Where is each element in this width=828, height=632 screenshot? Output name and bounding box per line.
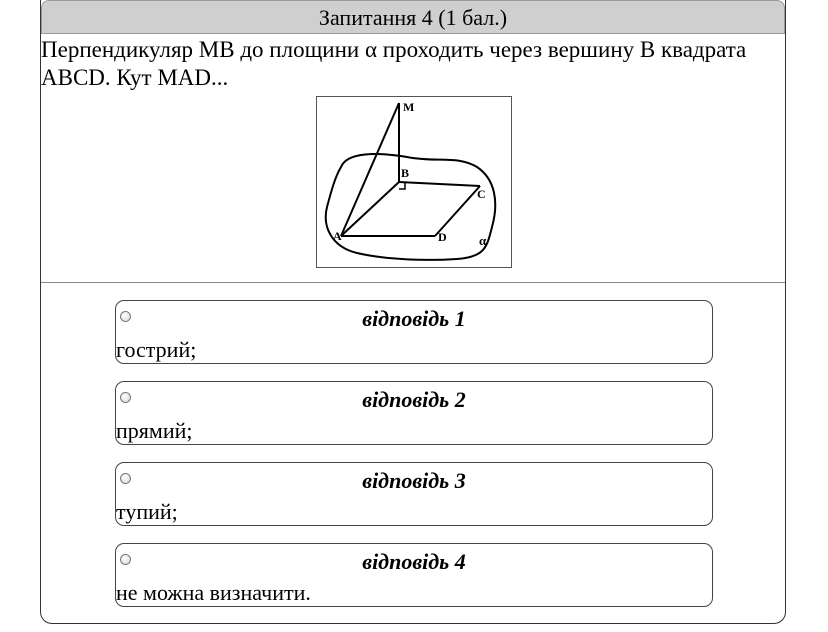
segment-ma [341,103,399,236]
edge-ab [341,182,399,236]
answer-title-3: відповідь 3 [362,468,466,493]
label-b: B [401,166,410,180]
answer-title-1: відповідь 1 [362,306,466,331]
section-divider [41,282,785,283]
edge-bc [399,182,480,186]
answer-option-3[interactable] [115,462,713,526]
question-text: Перпендикуляр MB до площини α проходить через вершину B квадрата ABCD. Кут MAD... [41,37,747,90]
answer-text-1: гострий; [116,337,197,362]
label-a: A [333,229,342,243]
label-d: D [438,230,447,244]
figure-svg [317,97,511,267]
edge-dc [435,186,480,236]
plane-alpha-outline [326,154,496,260]
answer-title-4: відповідь 4 [362,549,466,574]
label-m: M [403,100,415,114]
answer-option-1[interactable] [115,300,713,364]
geometry-figure [316,96,512,268]
answer-text-2: прямий; [116,418,193,443]
label-alpha: α [479,233,487,248]
question-header: Запитання 4 (1 бал.) [41,0,785,34]
answer-text-3: тупий; [116,499,178,524]
answer-title-2: відповідь 2 [362,387,466,412]
question-card [40,0,786,624]
label-c: C [477,187,486,201]
right-angle-marker [399,183,405,189]
answer-option-2[interactable] [115,381,713,445]
answer-option-4[interactable] [115,543,713,607]
answer-text-4: не можна визначити. [116,580,311,605]
